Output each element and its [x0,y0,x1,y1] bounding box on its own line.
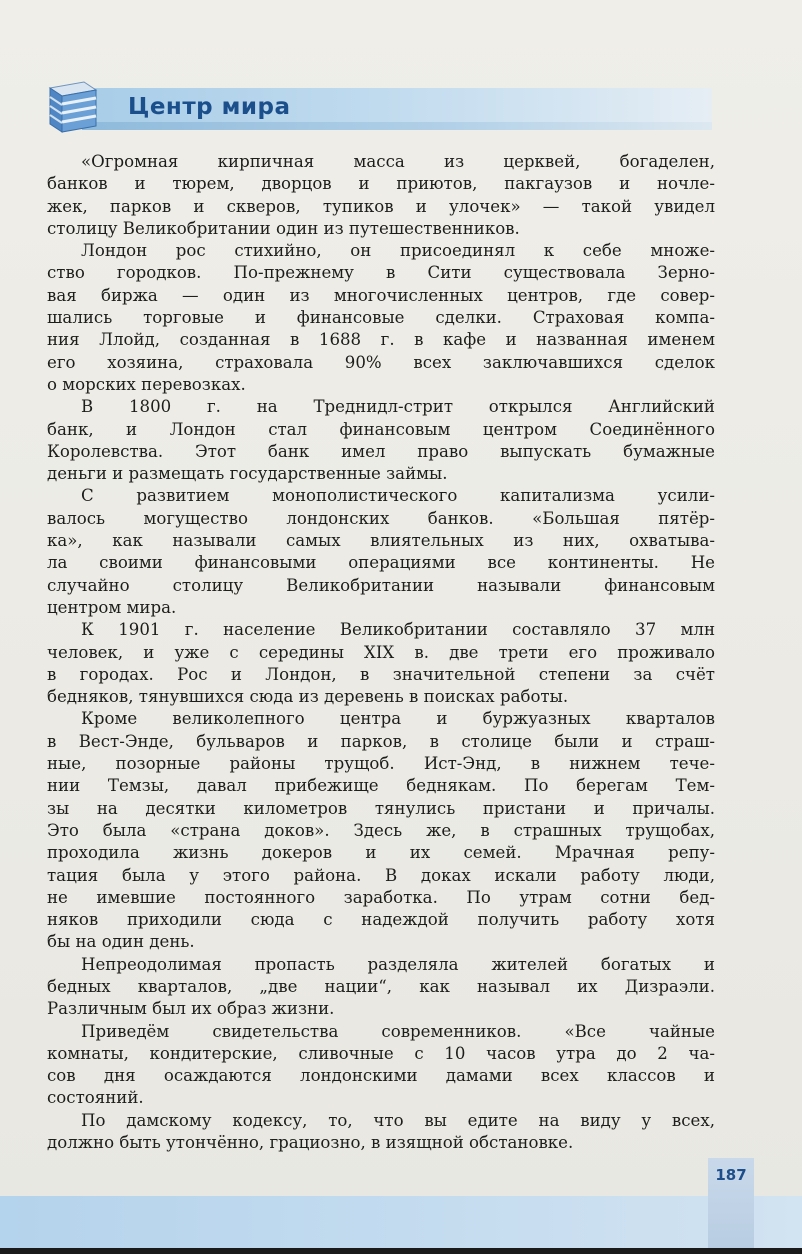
text-line: Кроме великолепного центра и буржуазных кварталов [81,709,715,729]
paragraph [47,619,715,708]
text-line: нии Темзы, давал прибежище беднякам. По берегам Тем- [47,776,715,796]
section-title: Центр мира [128,94,291,120]
scan-bottom-edge [0,1248,802,1254]
text-line: жек, парков и скверов, тупиков и улочек» — такой увидел [47,196,715,216]
text-line: бедных кварталов, „две нации“, как называл их Дизраэли. [47,976,715,996]
paragraph [47,1021,715,1110]
header-band-shade [82,122,712,130]
text-line: Приведём свидетельства современников. «Все чайные [81,1021,715,1041]
text-line: вая биржа — один из многочисленных центров, где совер- [47,285,715,305]
text-line: валось могущество лондонских банков. «Большая пятёр- [47,508,715,528]
text-line: случайно столицу Великобритании называли финансовым [47,575,715,595]
text-line: ка», как называли самых влиятельных из них, охватыва- [47,531,715,551]
text-line: По дамскому кодексу, то, что вы едите на виду у всех, [81,1110,715,1130]
text-line: его хозяина, страховала 90% всех заключавшихся сделок [47,352,715,372]
text-line: бы на один день. [47,932,195,952]
paragraph [47,396,715,485]
text-line: деньги и размещать государственные займы. [47,464,448,484]
text-line: Лондон рос стихийно, он присоединял к себе множе- [81,241,715,261]
book-stack-icon [44,78,100,134]
text-line: банков и тюрем, дворцов и приютов, пакгаузов и ночле- [47,174,715,194]
section-header [40,78,712,138]
page-number: 187 [715,1166,747,1184]
text-line: человек, и уже с середины XIX в. две трети его проживало [47,642,715,662]
text-line: не имевшие постоянного заработка. По утрам сотни бед- [47,887,715,907]
text-line: в городах. Рос и Лондон, в значительной степени за счёт [47,664,715,684]
text-line: в Вест-Энде, бульваров и парков, в столице были и страш- [47,731,715,751]
paragraph [47,485,715,619]
text-line: шались торговые и финансовые сделки. Страховая компа- [47,308,715,328]
text-line: Это была «страна доков». Здесь же, в страшных трущобах, [47,820,715,840]
text-line: центром мира. [47,597,177,617]
text-line: бедняков, тянувшихся сюда из деревень в поисках работы. [47,687,569,707]
text-line: банк, и Лондон стал финансовым центром Соединённого [47,419,715,439]
text-line: ла своими финансовыми операциями все континенты. Не [47,553,715,573]
text-line: состояний. [47,1088,144,1108]
text-line: комнаты, кондитерские, сливочные с 10 часов утра до 2 ча- [47,1043,715,1063]
text-line: тация была у этого района. В доках искали работу люди, [47,865,715,885]
paragraph [47,151,715,240]
text-line: ния Ллойд, созданная в 1688 г. в кафе и названная именем [47,330,715,350]
text-line: о морских перевозках. [47,374,246,394]
text-line: ные, позорные районы трущоб. Ист-Энд, в нижнем тече- [47,754,715,774]
body-text [47,151,715,1154]
text-line: ство городков. По-прежнему в Сити существовала Зерно- [47,263,715,283]
text-line: проходила жизнь докеров и их семей. Мрачная репу- [47,843,715,863]
paragraph [47,1110,715,1155]
text-line: зы на десятки километров тянулись пристани и причалы. [47,798,715,818]
text-line: В 1800 г. на Треднидл-стрит открылся Английский [81,397,715,417]
text-line: Королевства. Этот банк имел право выпускать бумажные [47,441,715,461]
footer-band [0,1196,802,1254]
text-line: С развитием монополистического капитализма усили- [81,486,715,506]
text-line: столицу Великобритании один из путешественников. [47,218,520,238]
text-line: няков приходили сюда с надеждой получить работу хотя [47,910,715,930]
text-line: должно быть утончённо, грациозно, в изящной обстановке. [47,1133,574,1153]
text-line: Непреодолимая пропасть разделяла жителей богатых и [81,954,715,974]
text-line: сов дня осаждаются лондонскими дамами всех классов и [47,1066,715,1086]
paragraph [47,954,715,1021]
paragraph [47,240,715,396]
text-line: Различным был их образ жизни. [47,999,335,1019]
text-line: «Огромная кирпичная масса из церквей, богаделен, [81,152,715,171]
paragraph [47,708,715,953]
text-line: К 1901 г. население Великобритании составляло 37 млн [81,620,715,640]
